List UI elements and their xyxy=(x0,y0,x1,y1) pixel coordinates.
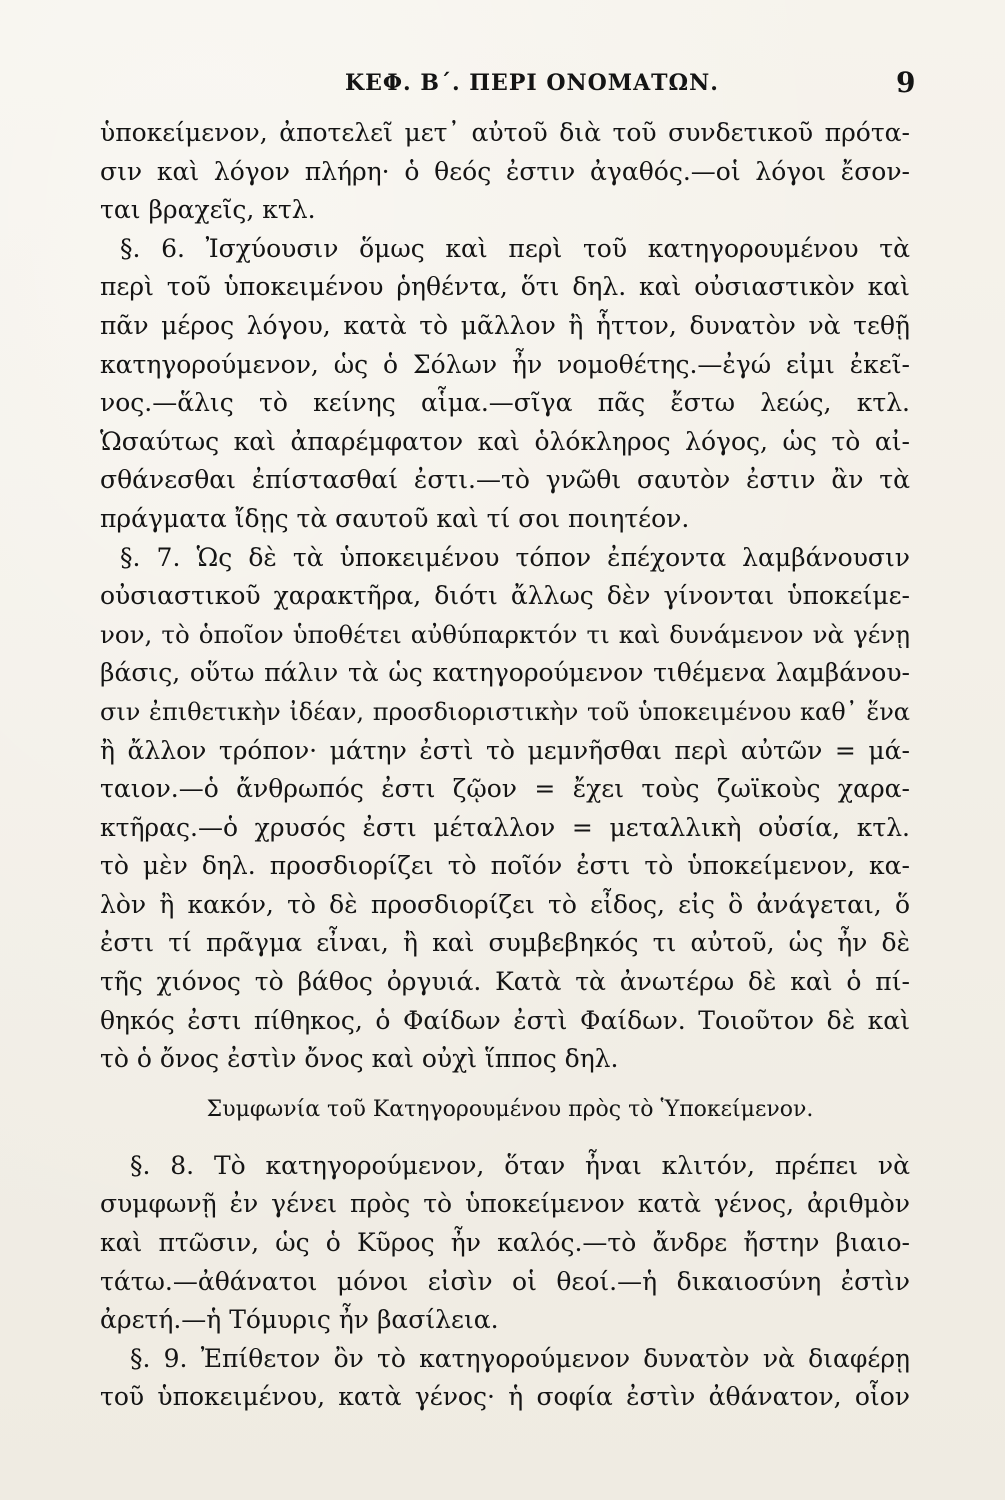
page-text xyxy=(100,114,910,1417)
paragraph-6-start: §. 6. Ἰσχύουσιν ὅμως καὶ περὶ τοῦ κατηγορουμένου τὰ xyxy=(120,233,910,263)
text-line: τῆς χιόνος τὸ βάθος ὀργυιά. Κατὰ τὰ ἀνωτέρω δὲ καὶ ὁ πί- xyxy=(100,967,910,997)
text-line: τάτω.—ἀθάνατοι μόνοι εἰσὶν οἱ θεοί.—ἡ δικαιοσύνη ἐστὶν xyxy=(100,1266,910,1296)
text-line: νον, τὸ ὁποῖον ὑποθέτει αὐθύπαρκτόν τι καὶ δυνάμενον νὰ γένῃ xyxy=(100,619,910,649)
text-line: ἢ ἄλλον τρόπον· μάτην ἐστὶ τὸ μεμνῆσθαι περὶ αὐτῶν = μά- xyxy=(100,735,910,765)
text-line: ὑποκείμενον, ἀποτελεῖ μετ᾿ αὐτοῦ διὰ τοῦ συνδετικοῦ πρότα- xyxy=(100,118,910,147)
text-line: τὸ ὁ ὄνος ἐστὶν ὄνος καὶ οὐχὶ ἵππος δηλ. xyxy=(100,1044,619,1074)
text-line: σιν καὶ λόγον πλήρη· ὁ θεός ἐστιν ἀγαθός.—οἱ λόγοι ἔσον- xyxy=(100,156,910,186)
running-head xyxy=(0,66,1005,106)
paragraph-8-start: §. 8. Τὸ κατηγορούμενον, ὅταν ἦναι κλιτόν, πρέπει νὰ xyxy=(130,1150,910,1180)
text-line: οὐσιαστικοῦ χαρακτῆρα, διότι ἄλλως δὲν γίνονται ὑποκείμε- xyxy=(100,581,910,611)
text-line: ἐστι τί πρᾶγμα εἶναι, ἢ καὶ συμβεβηκός τι αὐτοῦ, ὡς ἦν δὲ xyxy=(100,928,910,958)
text-line: πράγματα ἴδῃς τὰ σαυτοῦ καὶ τί σοι ποιητέον. xyxy=(100,503,690,533)
text-line: ἀρετή.—ἡ Τόμυρις ἦν βασίλεια. xyxy=(100,1305,499,1335)
paragraph-7-start: §. 7. Ὡς δὲ τὰ ὑποκειμένου τόπον ἐπέχοντα λαμβάνουσιν xyxy=(120,542,910,572)
text-line: καὶ πτῶσιν, ὡς ὁ Κῦρος ἦν καλός.—τὸ ἄνδρε ἤστην βιαιο- xyxy=(100,1228,910,1258)
text-line: κτῆρας.—ὁ χρυσός ἐστι μέταλλον = μεταλλικὴ οὐσία, κτλ. xyxy=(100,812,910,842)
text-line: ταιον.—ὁ ἄνθρωπός ἐστι ζῷον = ἔχει τοὺς ζωϊκοὺς χαρα- xyxy=(100,774,910,804)
page-number: 9 xyxy=(896,66,917,99)
paragraph-9-start: §. 9. Ἐπίθετον ὂν τὸ κατηγορούμενον δυνατὸν νὰ διαφέρῃ xyxy=(130,1343,910,1373)
text-line: σθάνεσθαι ἐπίστασθαί ἐστι.—τὸ γνῶθι σαυτὸν ἐστιν ἂν τὰ xyxy=(100,465,910,495)
text-line: σιν ἐπιθετικὴν ἰδέαν, προσδιοριστικὴν τοῦ ὑποκειμένου καθ᾿ ἕνα xyxy=(100,697,910,726)
chapter-title: ΚΕΦ. Β΄. ΠΕΡΙ ΟΝΟΜΑΤΩΝ. xyxy=(345,70,719,96)
text-line: κατηγορούμενον, ὡς ὁ Σόλων ἦν νομοθέτης.—ἐγώ εἰμι ἐκεῖ- xyxy=(100,349,910,379)
section-subheading: Συμφωνία τοῦ Κατηγορουμένου πρὸς τὸ Ὑποκείμενον. xyxy=(206,1096,814,1122)
text-line: νος.—ἅλις τὸ κείνης αἷμα.—σῖγα πᾶς ἔστω λεώς, κτλ. xyxy=(100,388,910,418)
text-line: ται βραχεῖς, κτλ. xyxy=(100,195,316,225)
text-line: θηκός ἐστι πίθηκος, ὁ Φαίδων ἐστὶ Φαίδων. Τοιοῦτον δὲ καὶ xyxy=(100,1005,910,1035)
text-line: βάσις, οὕτω πάλιν τὰ ὡς κατηγορούμενον τιθέμενα λαμβάνου- xyxy=(100,658,910,688)
text-line: τοῦ ὑποκειμένου, κατὰ γένος· ἡ σοφία ἐστὶν ἀθάνατον, οἷον xyxy=(100,1382,910,1412)
text-line: λὸν ἢ κακόν, τὸ δὲ προσδιορίζει τὸ εἶδος, εἰς ὃ ἀνάγεται, ὅ xyxy=(100,889,910,919)
text-line: τὸ μὲν δηλ. προσδιορίζει τὸ ποῖόν ἐστι τὸ ὑποκείμενον, κα- xyxy=(100,851,910,881)
text-line: συμφωνῇ ἐν γένει πρὸς τὸ ὑποκείμενον κατὰ γένος, ἀριθμὸν xyxy=(100,1189,910,1219)
text-line: πᾶν μέρος λόγου, κατὰ τὸ μᾶλλον ἢ ἧττον, δυνατὸν νὰ τεθῇ xyxy=(100,310,910,340)
text-line: Ὡσαύτως καὶ ἀπαρέμφατον καὶ ὁλόκληρος λόγος, ὡς τὸ αἰ- xyxy=(100,426,910,456)
text-line: περὶ τοῦ ὑποκειμένου ῥηθέντα, ὅτι δηλ. καὶ οὐσιαστικὸν καὶ xyxy=(100,272,910,302)
